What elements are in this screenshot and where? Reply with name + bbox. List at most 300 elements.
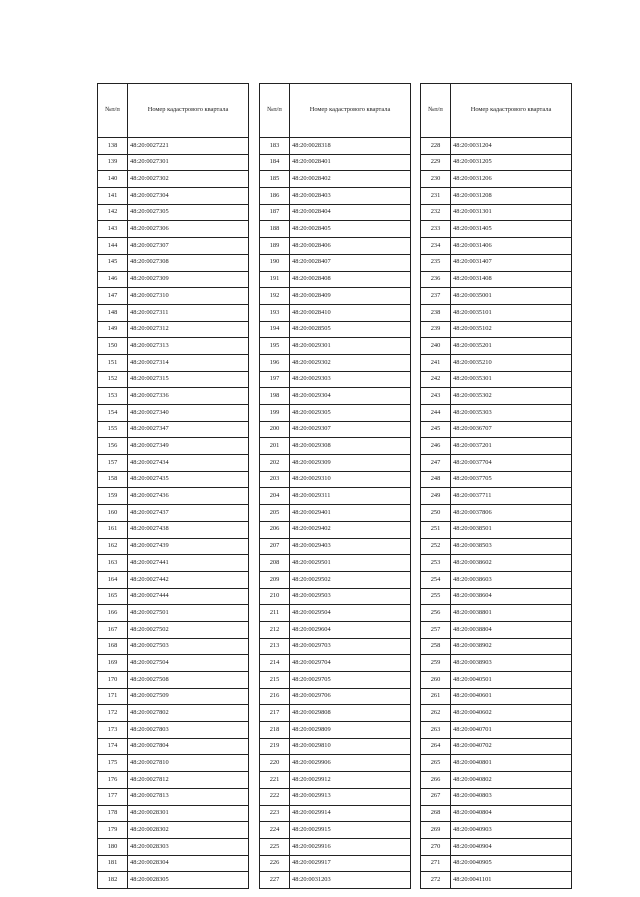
cadastral-number: 48:20:0029503 <box>290 588 411 605</box>
cadastral-number: 48:20:0027310 <box>128 288 249 305</box>
cadastral-number: 48:20:0029307 <box>290 421 411 438</box>
table-row <box>260 822 411 839</box>
cadastral-number: 48:20:0028303 <box>128 838 249 855</box>
table-row <box>421 171 572 188</box>
table-row <box>421 221 572 238</box>
table-row <box>421 588 572 605</box>
cadastral-number: 48:20:0031406 <box>451 238 572 255</box>
row-number: 193 <box>260 304 290 321</box>
cadastral-table-1 <box>97 83 249 889</box>
table-row <box>421 371 572 388</box>
cadastral-number: 48:20:0029914 <box>290 805 411 822</box>
row-number: 210 <box>260 588 290 605</box>
table-row <box>98 471 249 488</box>
cadastral-number: 48:20:0038503 <box>451 538 572 555</box>
cadastral-number: 48:20:0040801 <box>451 755 572 772</box>
row-number: 250 <box>421 505 451 522</box>
cadastral-number: 48:20:0040602 <box>451 705 572 722</box>
cadastral-number: 48:20:0038801 <box>451 605 572 622</box>
cadastral-number: 48:20:0029504 <box>290 605 411 622</box>
row-number: 221 <box>260 772 290 789</box>
table-row <box>98 688 249 705</box>
row-number: 259 <box>421 655 451 672</box>
cadastral-number: 48:20:0027504 <box>128 655 249 672</box>
row-number: 142 <box>98 204 128 221</box>
table-row <box>98 304 249 321</box>
cadastral-number: 48:20:0040905 <box>451 855 572 872</box>
row-number: 243 <box>421 388 451 405</box>
table-row <box>260 154 411 171</box>
row-number: 258 <box>421 638 451 655</box>
table-row <box>260 421 411 438</box>
table-row <box>98 605 249 622</box>
table-row <box>260 672 411 689</box>
table-row <box>421 388 572 405</box>
cadastral-number: 48:20:0029301 <box>290 338 411 355</box>
row-number: 149 <box>98 321 128 338</box>
row-number: 138 <box>98 138 128 155</box>
cadastral-number: 48:20:0027336 <box>128 388 249 405</box>
row-number: 168 <box>98 638 128 655</box>
row-number: 145 <box>98 254 128 271</box>
row-number: 173 <box>98 722 128 739</box>
table-row <box>98 672 249 689</box>
cadastral-number: 48:20:0027502 <box>128 621 249 638</box>
row-number: 236 <box>421 271 451 288</box>
cadastral-number: 48:20:0029604 <box>290 621 411 638</box>
table-row <box>260 722 411 739</box>
row-number: 213 <box>260 638 290 655</box>
cadastral-number: 48:20:0027306 <box>128 221 249 238</box>
row-number: 214 <box>260 655 290 672</box>
row-number: 156 <box>98 438 128 455</box>
table-row <box>98 705 249 722</box>
table-row <box>421 605 572 622</box>
table-row <box>421 638 572 655</box>
header-number: №п/п <box>421 84 451 138</box>
cadastral-number: 48:20:0028403 <box>290 188 411 205</box>
table-row <box>260 638 411 655</box>
table-row <box>421 538 572 555</box>
cadastral-number: 48:20:0027810 <box>128 755 249 772</box>
cadastral-number: 48:20:0029703 <box>290 638 411 655</box>
table-row <box>260 855 411 872</box>
row-number: 157 <box>98 455 128 472</box>
cadastral-number: 48:20:0027309 <box>128 271 249 288</box>
row-number: 267 <box>421 788 451 805</box>
row-number: 199 <box>260 405 290 422</box>
table-row <box>260 555 411 572</box>
cadastral-number: 48:20:0029403 <box>290 538 411 555</box>
cadastral-number: 48:20:0028406 <box>290 238 411 255</box>
cadastral-number: 48:20:0037705 <box>451 471 572 488</box>
row-number: 248 <box>421 471 451 488</box>
cadastral-number: 48:20:0027311 <box>128 304 249 321</box>
row-number: 139 <box>98 154 128 171</box>
cadastral-number: 48:20:0029402 <box>290 521 411 538</box>
table-row <box>98 521 249 538</box>
cadastral-number: 48:20:0027509 <box>128 688 249 705</box>
row-number: 252 <box>421 538 451 555</box>
table-row <box>421 254 572 271</box>
cadastral-number: 48:20:0027442 <box>128 571 249 588</box>
table-row <box>98 321 249 338</box>
table-row <box>421 838 572 855</box>
cadastral-number: 48:20:0027435 <box>128 471 249 488</box>
cadastral-number: 48:20:0027436 <box>128 488 249 505</box>
row-number: 165 <box>98 588 128 605</box>
row-number: 265 <box>421 755 451 772</box>
row-number: 241 <box>421 354 451 371</box>
table-row <box>421 772 572 789</box>
cadastral-number: 48:20:0027221 <box>128 138 249 155</box>
cadastral-number: 48:20:0029810 <box>290 738 411 755</box>
cadastral-number: 48:20:0038604 <box>451 588 572 605</box>
row-number: 150 <box>98 338 128 355</box>
row-number: 146 <box>98 271 128 288</box>
table-row <box>421 238 572 255</box>
row-number: 163 <box>98 555 128 572</box>
table-row <box>260 538 411 555</box>
row-number: 202 <box>260 455 290 472</box>
row-number: 228 <box>421 138 451 155</box>
cadastral-number: 48:20:0029501 <box>290 555 411 572</box>
table-row <box>260 805 411 822</box>
cadastral-number: 48:20:0035302 <box>451 388 572 405</box>
table-row <box>421 421 572 438</box>
cadastral-number: 48:20:0035101 <box>451 304 572 321</box>
cadastral-number: 48:20:0035102 <box>451 321 572 338</box>
row-number: 198 <box>260 388 290 405</box>
cadastral-number: 48:20:0037806 <box>451 505 572 522</box>
row-number: 190 <box>260 254 290 271</box>
cadastral-number: 48:20:0028404 <box>290 204 411 221</box>
row-number: 176 <box>98 772 128 789</box>
cadastral-number: 48:20:0027503 <box>128 638 249 655</box>
table-row <box>98 204 249 221</box>
row-number: 167 <box>98 621 128 638</box>
row-number: 189 <box>260 238 290 255</box>
cadastral-number: 48:20:0029502 <box>290 571 411 588</box>
row-number: 257 <box>421 621 451 638</box>
cadastral-number: 48:20:0028301 <box>128 805 249 822</box>
cadastral-number: 48:20:0031206 <box>451 171 572 188</box>
cadastral-number: 48:20:0027812 <box>128 772 249 789</box>
row-number: 217 <box>260 705 290 722</box>
row-number: 224 <box>260 822 290 839</box>
row-number: 212 <box>260 621 290 638</box>
table-row <box>98 288 249 305</box>
table-row <box>98 354 249 371</box>
table-row <box>98 221 249 238</box>
table-row <box>260 138 411 155</box>
row-number: 194 <box>260 321 290 338</box>
table-row <box>421 321 572 338</box>
table-row <box>98 138 249 155</box>
header-number: №п/п <box>260 84 290 138</box>
row-number: 237 <box>421 288 451 305</box>
row-number: 161 <box>98 521 128 538</box>
cadastral-number: 48:20:0027438 <box>128 521 249 538</box>
row-number: 208 <box>260 555 290 572</box>
row-number: 249 <box>421 488 451 505</box>
cadastral-number: 48:20:0028410 <box>290 304 411 321</box>
row-number: 232 <box>421 204 451 221</box>
row-number: 209 <box>260 571 290 588</box>
row-number: 247 <box>421 455 451 472</box>
cadastral-number: 48:20:0029705 <box>290 672 411 689</box>
row-number: 177 <box>98 788 128 805</box>
table-row <box>421 621 572 638</box>
cadastral-number: 48:20:0029302 <box>290 354 411 371</box>
cadastral-number: 48:20:0027313 <box>128 338 249 355</box>
table-row <box>421 438 572 455</box>
cadastral-number: 48:20:0031208 <box>451 188 572 205</box>
row-number: 234 <box>421 238 451 255</box>
table-row <box>421 738 572 755</box>
cadastral-number: 48:20:0038501 <box>451 521 572 538</box>
row-number: 211 <box>260 605 290 622</box>
table-header-row <box>421 84 572 138</box>
cadastral-number: 48:20:0037711 <box>451 488 572 505</box>
row-number: 207 <box>260 538 290 555</box>
row-number: 233 <box>421 221 451 238</box>
table-row <box>260 371 411 388</box>
cadastral-number: 48:20:0029310 <box>290 471 411 488</box>
row-number: 272 <box>421 872 451 889</box>
table-row <box>98 238 249 255</box>
table-row <box>260 588 411 605</box>
row-number: 201 <box>260 438 290 455</box>
cadastral-number: 48:20:0029917 <box>290 855 411 872</box>
cadastral-number: 48:20:0029913 <box>290 788 411 805</box>
row-number: 170 <box>98 672 128 689</box>
cadastral-number: 48:20:0027802 <box>128 705 249 722</box>
cadastral-number: 48:20:0028302 <box>128 822 249 839</box>
row-number: 239 <box>421 321 451 338</box>
row-number: 153 <box>98 388 128 405</box>
table-row <box>98 438 249 455</box>
table-row <box>98 588 249 605</box>
table-row <box>98 538 249 555</box>
table-row <box>98 855 249 872</box>
table-row <box>98 371 249 388</box>
cadastral-number: 48:20:0029304 <box>290 388 411 405</box>
table-row <box>260 221 411 238</box>
row-number: 256 <box>421 605 451 622</box>
row-number: 180 <box>98 838 128 855</box>
cadastral-number: 48:20:0031204 <box>451 138 572 155</box>
cadastral-number: 48:20:0035301 <box>451 371 572 388</box>
table-row <box>421 672 572 689</box>
row-number: 261 <box>421 688 451 705</box>
table-row <box>421 204 572 221</box>
table-row <box>98 271 249 288</box>
cadastral-number: 48:20:0027307 <box>128 238 249 255</box>
header-cadastral-quarter: Номер кадастрового квартала <box>451 84 572 138</box>
table-row <box>260 872 411 889</box>
table-row <box>260 171 411 188</box>
cadastral-number: 48:20:0028401 <box>290 154 411 171</box>
cadastral-number: 48:20:0027813 <box>128 788 249 805</box>
table-row <box>260 738 411 755</box>
row-number: 179 <box>98 822 128 839</box>
row-number: 231 <box>421 188 451 205</box>
row-number: 187 <box>260 204 290 221</box>
table-row <box>260 254 411 271</box>
table-row <box>260 288 411 305</box>
row-number: 196 <box>260 354 290 371</box>
cadastral-number: 48:20:0028402 <box>290 171 411 188</box>
table-row <box>98 388 249 405</box>
cadastral-number: 48:20:0040701 <box>451 722 572 739</box>
table-row <box>421 655 572 672</box>
cadastral-number: 48:20:0028305 <box>128 872 249 889</box>
table-row <box>98 655 249 672</box>
row-number: 181 <box>98 855 128 872</box>
table-row <box>260 388 411 405</box>
cadastral-number: 48:20:0027804 <box>128 738 249 755</box>
table-row <box>260 455 411 472</box>
table-row <box>421 354 572 371</box>
row-number: 172 <box>98 705 128 722</box>
cadastral-number: 48:20:0027349 <box>128 438 249 455</box>
row-number: 200 <box>260 421 290 438</box>
cadastral-number: 48:20:0029916 <box>290 838 411 855</box>
table-row <box>260 838 411 855</box>
cadastral-number: 48:20:0031408 <box>451 271 572 288</box>
row-number: 270 <box>421 838 451 855</box>
table-row <box>260 688 411 705</box>
cadastral-number: 48:20:0040804 <box>451 805 572 822</box>
table-row <box>260 405 411 422</box>
header-cadastral-quarter: Номер кадастрового квартала <box>290 84 411 138</box>
table-row <box>98 822 249 839</box>
table-row <box>421 288 572 305</box>
row-number: 144 <box>98 238 128 255</box>
cadastral-number: 48:20:0038602 <box>451 555 572 572</box>
table-row <box>421 405 572 422</box>
table-row <box>260 521 411 538</box>
row-number: 140 <box>98 171 128 188</box>
row-number: 264 <box>421 738 451 755</box>
row-number: 147 <box>98 288 128 305</box>
row-number: 148 <box>98 304 128 321</box>
cadastral-number: 48:20:0029912 <box>290 772 411 789</box>
cadastral-number: 48:20:0031407 <box>451 254 572 271</box>
table-row <box>98 254 249 271</box>
cadastral-number: 48:20:0029704 <box>290 655 411 672</box>
table-row <box>421 505 572 522</box>
cadastral-table-2 <box>259 83 411 889</box>
row-number: 178 <box>98 805 128 822</box>
cadastral-number: 48:20:0027434 <box>128 455 249 472</box>
cadastral-number: 48:20:0027347 <box>128 421 249 438</box>
row-number: 191 <box>260 271 290 288</box>
cadastral-number: 48:20:0038902 <box>451 638 572 655</box>
row-number: 183 <box>260 138 290 155</box>
row-number: 151 <box>98 354 128 371</box>
row-number: 158 <box>98 471 128 488</box>
table-row <box>98 838 249 855</box>
table-row <box>421 471 572 488</box>
cadastral-number: 48:20:0027312 <box>128 321 249 338</box>
table-row <box>421 822 572 839</box>
cadastral-number: 48:20:0036707 <box>451 421 572 438</box>
table-row <box>98 722 249 739</box>
row-number: 203 <box>260 471 290 488</box>
cadastral-number: 48:20:0027301 <box>128 154 249 171</box>
row-number: 260 <box>421 672 451 689</box>
cadastral-number: 48:20:0027314 <box>128 354 249 371</box>
table-row <box>98 772 249 789</box>
cadastral-number: 48:20:0027508 <box>128 672 249 689</box>
row-number: 197 <box>260 371 290 388</box>
cadastral-number: 48:20:0031205 <box>451 154 572 171</box>
cadastral-number: 48:20:0040904 <box>451 838 572 855</box>
table-row <box>260 505 411 522</box>
table-row <box>260 488 411 505</box>
row-number: 263 <box>421 722 451 739</box>
cadastral-number: 48:20:0040501 <box>451 672 572 689</box>
row-number: 266 <box>421 772 451 789</box>
row-number: 271 <box>421 855 451 872</box>
table-row <box>260 705 411 722</box>
table-row <box>421 154 572 171</box>
table-row <box>421 488 572 505</box>
table-row <box>421 271 572 288</box>
cadastral-number: 48:20:0028407 <box>290 254 411 271</box>
cadastral-number: 48:20:0037201 <box>451 438 572 455</box>
row-number: 174 <box>98 738 128 755</box>
table-row <box>260 655 411 672</box>
table-row <box>421 138 572 155</box>
row-number: 206 <box>260 521 290 538</box>
row-number: 205 <box>260 505 290 522</box>
table-row <box>98 421 249 438</box>
table-row <box>98 571 249 588</box>
row-number: 186 <box>260 188 290 205</box>
table-row <box>421 722 572 739</box>
row-number: 238 <box>421 304 451 321</box>
table-row <box>421 755 572 772</box>
row-number: 269 <box>421 822 451 839</box>
cadastral-number: 48:20:0027340 <box>128 405 249 422</box>
cadastral-number: 48:20:0029311 <box>290 488 411 505</box>
row-number: 169 <box>98 655 128 672</box>
table-row <box>421 855 572 872</box>
cadastral-number: 48:20:0028408 <box>290 271 411 288</box>
cadastral-number: 48:20:0029401 <box>290 505 411 522</box>
cadastral-number: 48:20:0035201 <box>451 338 572 355</box>
table-row <box>260 204 411 221</box>
cadastral-number: 48:20:0038903 <box>451 655 572 672</box>
cadastral-table-3 <box>420 83 572 889</box>
table-row <box>98 738 249 755</box>
cadastral-number: 48:20:0027444 <box>128 588 249 605</box>
table-row <box>260 354 411 371</box>
row-number: 245 <box>421 421 451 438</box>
row-number: 160 <box>98 505 128 522</box>
row-number: 141 <box>98 188 128 205</box>
cadastral-number: 48:20:0037704 <box>451 455 572 472</box>
cadastral-number: 48:20:0029906 <box>290 755 411 772</box>
cadastral-number: 48:20:0029706 <box>290 688 411 705</box>
table-row <box>98 171 249 188</box>
header-cadastral-quarter: Номер кадастрового квартала <box>128 84 249 138</box>
row-number: 223 <box>260 805 290 822</box>
cadastral-number: 48:20:0027439 <box>128 538 249 555</box>
